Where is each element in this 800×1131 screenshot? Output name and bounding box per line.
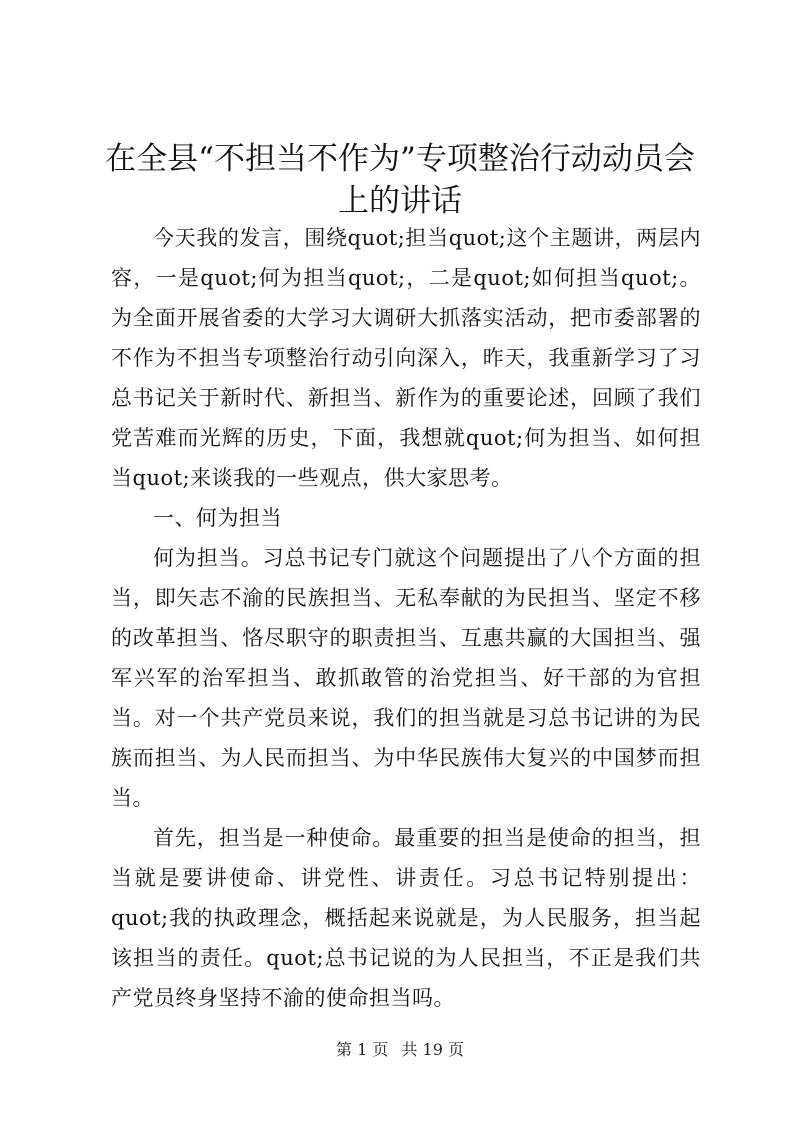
- paragraph-mission: 首先，担当是一种使命。最重要的担当是使命的担当，担当就是要讲使命、讲党性、讲责任。习总书记特别提出：quot;我的执政理念，概括起来说就是，为人民服务，担当起该担当的责任。quot;总书记说的为人民担当，不正是我们共产党员终身坚持不渝的使命担当吗。: [111, 826, 701, 1010]
- paragraph-definition: 何为担当。习总书记专门就这个问题提出了八个方面的担当，即矢志不渝的民族担当、无私奉献的为民担当、坚定不移的改革担当、恪尽职守的职责担当、互惠共赢的大国担当、强军兴军的治军担当、敢抓敢管的治党担当、好干部的为官担当。对一个共产党员来说，我们的担当就是习总书记讲的为民族而担当、为人民而担当、为中华民族伟大复兴的中国梦而担当。: [111, 546, 701, 810]
- paragraph-intro: 今天我的发言，围绕quot;担当quot;这个主题讲，两层内容，一是quot;何为担当quot;，二是quot;如何担当quot;。为全面开展省委的大学习大调研大抓落实活动，把市委部署的不作为不担当专项整治行动引向深入，昨天，我重新学习了习总书记关于新时代、新担当、新作为的重要论述，回顾了我们党苦难而光辉的历史，下面，我想就quot;何为担当、如何担当quot;来谈我的一些观点，供大家思考。: [111, 226, 701, 490]
- title-line-2: 上的讲话: [338, 183, 462, 219]
- page-total: 共 19 页: [401, 1040, 464, 1059]
- section-heading: 一、何为担当: [153, 506, 282, 530]
- page-footer: [0, 1040, 800, 1060]
- document-body: [111, 218, 701, 1018]
- page-number: 第 1 页: [336, 1040, 389, 1059]
- title-line-1: 在全县“不担当不作为”专项整治行动动员会: [105, 141, 695, 177]
- document-title: [100, 138, 700, 222]
